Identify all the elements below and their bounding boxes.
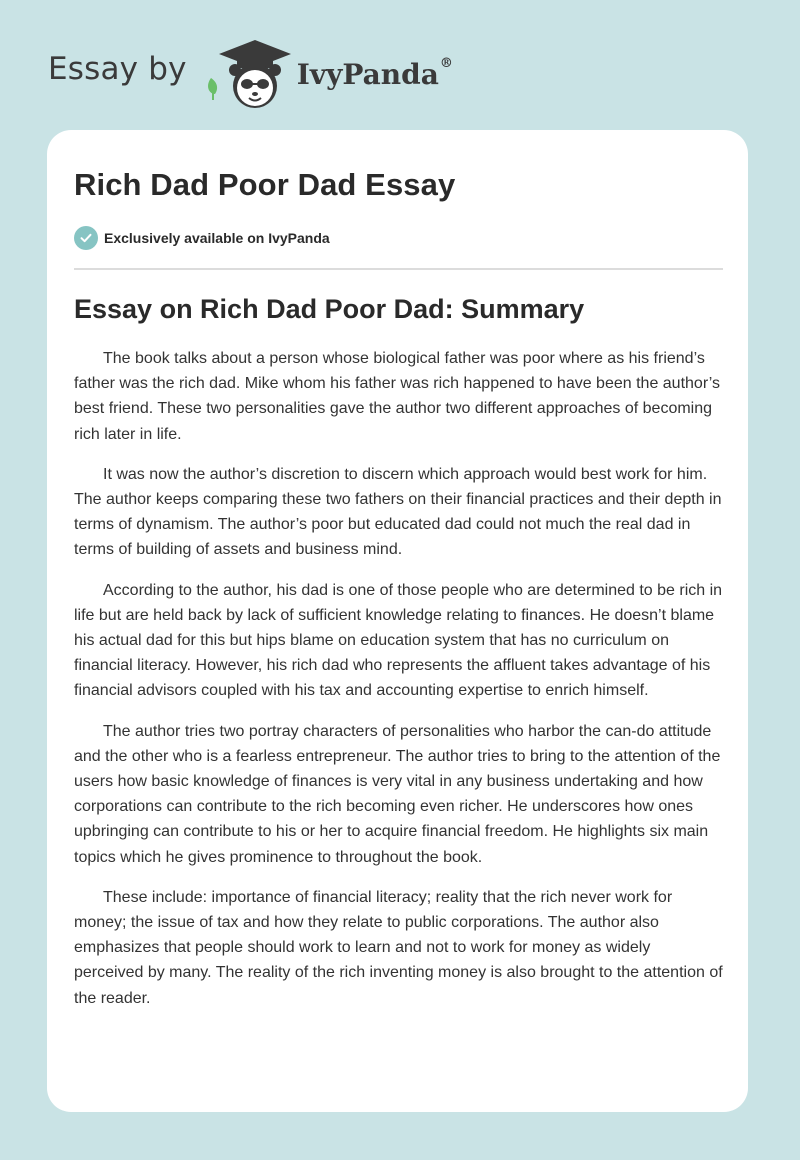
paragraph: According to the author, his dad is one of those people who are determined to be rich in life but are held back by lack of sufficient knowledge relating to finances. He doesn’t blame his actual dad for this but hips blame on education system that has no curriculum on financial literacy. However, his rich dad who represents the affluent takes advantage of his financial advisors coupled with his tax and accounting expertise to enrich himself. xyxy=(74,581,723,700)
site-header xyxy=(48,34,453,110)
paragraph: The author tries two portray characters of personalities who harbor the can-do attitude and the other who is a fearless entrepreneur. The author tries to bring to the attention of the users how basic knowledge of finances is very vital in any business undertaking and how corporations can contribute to the rich becoming even richer. He underscores how ones upbringing can contribute to his or her to acquire financial freedom. He highlights six main topics which he gives prominence to throughout the book. xyxy=(74,722,721,866)
exclusive-badge-text: Exclusively available on IvyPanda xyxy=(104,230,330,246)
registered-mark: ® xyxy=(439,55,453,71)
panda-graduate-logo-icon[interactable] xyxy=(201,34,293,110)
check-circle-icon xyxy=(74,226,98,250)
brand-name-text: IvyPanda xyxy=(296,57,439,91)
brand-name[interactable] xyxy=(296,55,453,91)
essay-body xyxy=(74,346,722,1011)
paragraph: These include: importance of financial literacy; reality that the rich never work for money; the issue of tax and how they relate to public corporations. The author also emphasizes that people should work to learn and not to work for money as widely perceived by many. The reality of the rich inventing money is also brought to the attention of the reader. xyxy=(74,888,723,1007)
paragraph: It was now the author’s discretion to discern which approach would best work for him. The author keeps comparing these two fathers on their financial practices and their depth in terms of dynamism. The author’s poor but educated dad could not much the real dad in terms of building of assets and business mind. xyxy=(74,465,722,559)
essay-by-label: Essay by xyxy=(48,51,187,87)
page-title: Rich Dad Poor Dad Essay xyxy=(74,167,456,202)
divider xyxy=(74,268,723,270)
paragraph: The book talks about a person whose biological father was poor where as his friend’s father was the rich dad. Mike whom his father was rich happened to have been the author’s best friend. These two personalities gave the author two different approaches of becoming rich later in life. xyxy=(74,350,721,443)
section-heading: Essay on Rich Dad Poor Dad: Summary xyxy=(74,294,585,324)
essay-card xyxy=(47,130,748,1112)
exclusive-badge xyxy=(74,224,722,252)
